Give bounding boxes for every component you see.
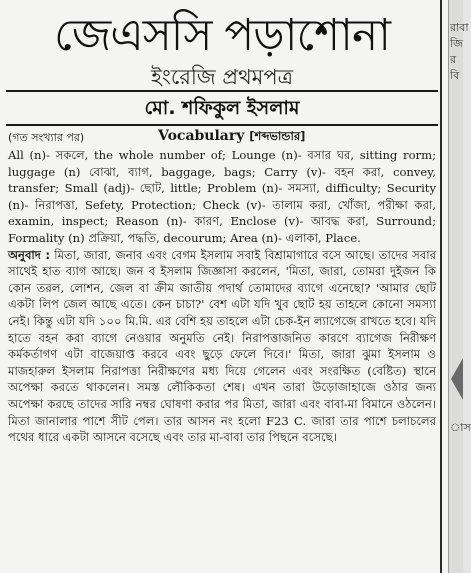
- previous-issue-note: (গত সংখ্যার পর): [8, 131, 85, 144]
- author-byline: মো. শফিকুল ইসলাম: [6, 96, 438, 126]
- article-body: [8, 130, 436, 446]
- vocabulary-heading-en: Vocabulary: [158, 128, 245, 144]
- page-subtitle: ইংরেজি প্রথমপত্র: [150, 65, 294, 89]
- vocabulary-heading: [158, 128, 305, 145]
- adjacent-column-text: রাবাজির বি: [450, 21, 469, 82]
- page-title: জেএসসি পড়াশোনা: [54, 10, 390, 61]
- intro-row: [8, 130, 436, 147]
- adjacent-column-strip: [448, 0, 471, 573]
- translation-paragraph: [8, 247, 436, 446]
- header: [6, 4, 438, 92]
- vocabulary-paragraph: All (n)- সকলে, the whole number of; Lounge (n)- বসার ঘর, sitting rorm; luggage (n) বোঝা, ব্যাগ, baggage, bags; Carry (v)- বহন করা, convey, transfer; Small (adj)- ছোট, little; Problem (n)- সমস্যা, difficulty; Security (n)- নিরাপত্তা, Sefety, Protection; Check (v)- তালাম করা, খোঁজা, পরীক্ষা করা, examin, inspect; Reason (n)- কারণ, Enclose (v)- আবদ্ধ করা, Surround; Formality (n) প্রক্রিয়া, পদ্ধতি, decourum; Area (n)- এলাকা, Place.: [8, 148, 436, 245]
- translation-label: অনুবাদ :: [8, 247, 51, 262]
- vocabulary-heading-bn: [শব্দভান্ডার]: [249, 129, 306, 143]
- column-divider: [440, 0, 442, 573]
- translation-text: মিতা, জারা, জনাব এবং বেগম ইসলাম সবাই বিশ্রামাগারে বসে আছে। তাদের সবার সাথেই হাত ব্যাগ আছে। জন ব ইসলাম জিজ্ঞাসা করলেন, 'মিতা, জারা, তোমরা দুইজন কি কোন তরল, লোশন, জেল বা ক্রীম জাতীয় পদার্থ তোমাদের ব্যাগে এনেছো? 'আমার ছোট একটা লিপ জেল আছে এতে। কেন চাচা?' বেশ এটা যদি খুব ছোট হয় তাহলে কোনো সমস্যা নেই। কিন্তু এটা যদি ১০০ মি.মি. এর বেশি হয় তাহলে এটা চেক-ইন ল্যাগেজে রাখতে হবে। যদি হাতে বহন করা ব্যাগে নেওয়ার অনুমতি নেই। নিরাপত্তাজনিত কারণে ব্যাগেজ নিরীক্ষণ কর্মকর্তাগণ এটা বাজেয়াপ্ত করবে এবং ছুড়ে ফেলে দিবে।' মিতা, জারা ঝুমা ইসলাম ও মাজহারুল ইসলাম নিরাপত্তা নিরীক্ষণের মধ্য দিয়ে গেলেন এবং সংরক্ষিত (বেষ্টিত) স্থানে অপেক্ষা করতে থাকলেন। সমস্ত লৌকিকতা শেষ। এখন তারা উড়োজাহাজে ওঠার জন্য অপেক্ষা করছে তাদের সারি নম্বর ঘোষণা করার পর মিতা, জারা এবং বাবা-মা বিমানে ওঠলেন। মিতা জানালার পাশে সীট পেল। তার আসন নং হলো F23 C. জারা তার পাশে চলাচলের পথের ধারে একটা আসনে বসেছে এবং তার মা-বাবা তার পিছনে বসেছে।: [8, 247, 436, 445]
- adjacent-column-text-lower: াস: [450, 421, 471, 434]
- arrow-tab-icon: [451, 358, 463, 400]
